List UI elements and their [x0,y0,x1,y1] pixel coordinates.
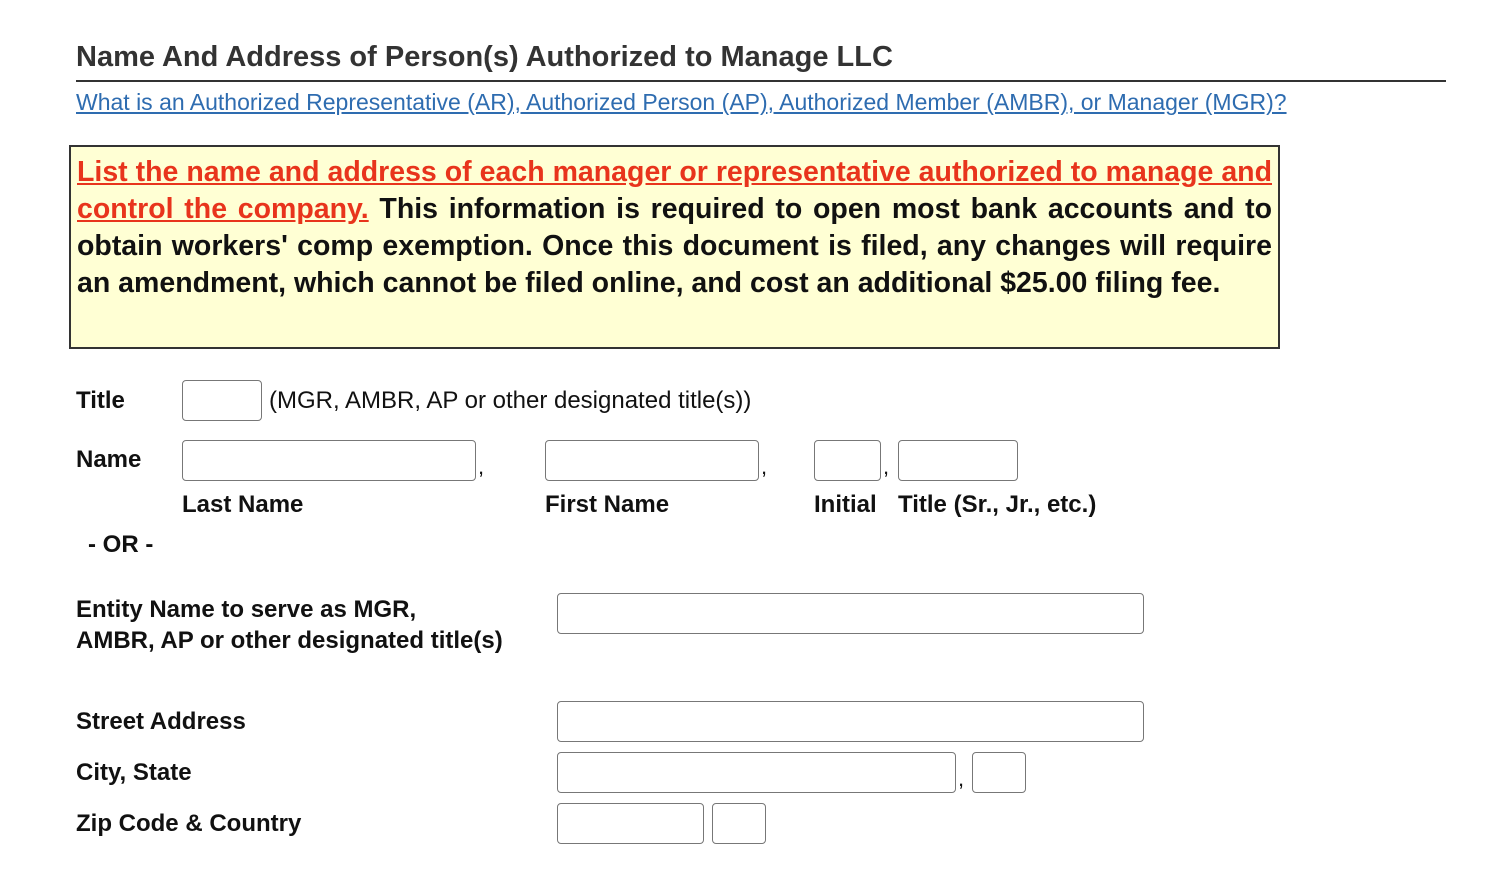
entity-name-label [76,594,503,656]
or-divider-text: - OR - [88,531,154,558]
last-name-input[interactable] [182,440,476,481]
notice-body: This information is required to open most bank accounts and to obtain workers' comp exemption. Once this document is filed, any changes will require an amendment, which cannot be filed online, and cost an additional $25.00 filing fee. [77,193,1272,299]
title-divider [76,80,1446,82]
street-address-label: Street Address [76,708,246,735]
city-state-label: City, State [76,759,192,786]
initial-caption: Initial [814,491,877,518]
zip-country-label: Zip Code & Country [76,810,302,837]
name-label: Name [76,446,142,473]
entity-label-line-1: Entity Name to serve as MGR, [76,596,417,623]
entity-label-line-2: AMBR, AP or other designated title(s) [76,627,503,654]
title-input[interactable] [182,380,262,421]
initial-input[interactable] [814,440,881,481]
title-label: Title [76,387,125,414]
suffix-input[interactable] [898,440,1018,481]
city-input[interactable] [557,752,956,793]
name-separator: , [478,454,485,479]
street-address-input[interactable] [557,701,1144,742]
section-title: Name And Address of Person(s) Authorized to Manage LLC [76,41,893,73]
city-state-separator: , [958,766,965,791]
country-input[interactable] [712,803,766,844]
authorized-roles-help-link[interactable]: What is an Authorized Representative (AR), Authorized Person (AP), Authorized Member (AMBR), or Manager (MGR)? [76,89,1287,115]
title-hint: (MGR, AMBR, AP or other designated title(s)) [269,387,752,414]
last-name-caption: Last Name [182,491,304,518]
notice-box [69,145,1280,349]
name-separator: , [761,454,768,479]
first-name-input[interactable] [545,440,759,481]
suffix-caption: Title (Sr., Jr., etc.) [898,491,1097,518]
zip-code-input[interactable] [557,803,704,844]
entity-name-input[interactable] [557,593,1144,634]
notice-highlight: List the name and address of each manager or representative authorized to manage and control the company. [77,156,1272,225]
name-separator: , [883,454,890,479]
first-name-caption: First Name [545,491,670,518]
state-input[interactable] [972,752,1026,793]
